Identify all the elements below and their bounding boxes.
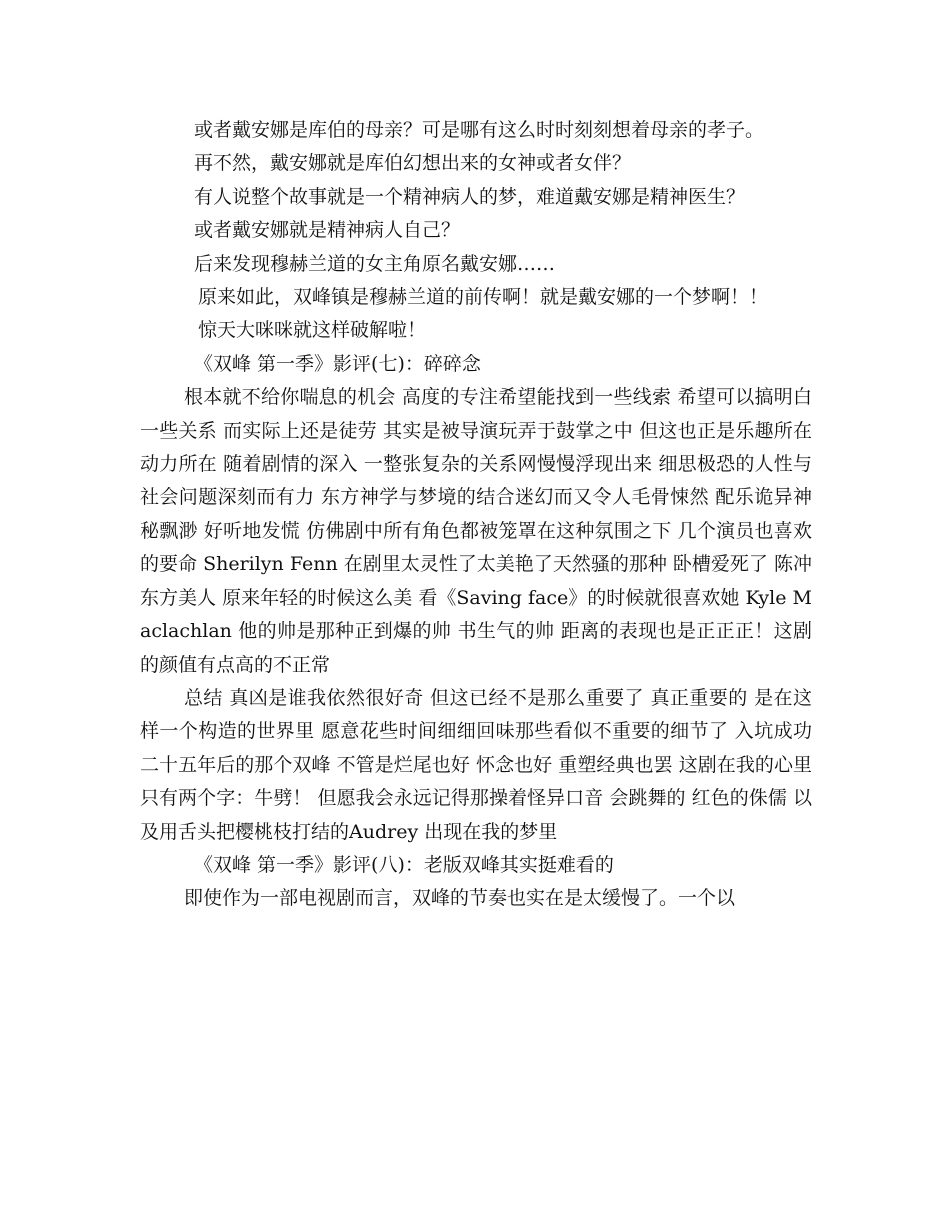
- paragraph: 即使作为一部电视剧而言，双峰的节奏也实在是太缓慢了。一个以: [184, 887, 736, 910]
- paragraph: 根本就不给你喘息的机会 高度的专注希望能找到一些线索 希望可以搞明白一些关系 而实际上还是徒劳 其实是被导演玩弄于鼓掌之中 但这也正是乐趣所在 动力所在 随着剧情的深入 一整张复杂的关系网慢慢浮现出来 细思极恐的人性与社会问题深刻而有力 东方神学与梦境的结合迷幻而又令人毛骨悚然 配乐诡异神秘飘渺 好听地发慌 仿佛剧中所有角色都被笼罩在这种氛围之下 几个演员也喜欢的要命 Sherilyn Fenn 在剧里太灵性了太美艳了天然骚的那种 卧槽爱死了 陈冲 东方美人 原来年轻的时候这么美 看《Saving face》的时候就很喜欢她 Kyle Maclachlan 他的帅是那种正到爆的帅 书生气的帅 距离的表现也是正正正！这剧的颜值有点高的不正常: [140, 386, 812, 676]
- paragraph: 后来发现穆赫兰道的女主角原名戴安娜……: [194, 252, 556, 275]
- document-body: [140, 114, 812, 916]
- paragraph: 总结 真凶是谁我依然很好奇 但这已经不是那么重要了 真正重要的 是在这样一个构造的世界里 愿意花些时间细细回味那些看似不重要的细节了 入坑成功 二十五年后的那个双峰 不管是烂尾也好 怀念也好 重塑经典也罢 这剧在我的心里只有两个字：牛劈！ 但愿我会永远记得那操着怪异口音 会跳舞的 红色的侏儒 以及用舌头把樱桃枝打结的Audrey 出现在我的梦里: [140, 686, 812, 843]
- section-heading: 《双峰 第一季》影评(七)：碎碎念: [194, 352, 481, 375]
- paragraph: 或者戴安娜是库伯的母亲？可是哪有这么时时刻刻想着母亲的孝子。: [194, 119, 765, 141]
- section-heading: 《双峰 第一季》影评(八)：老版双峰其实挺难看的: [194, 853, 614, 876]
- paragraph: 或者戴安娜就是精神病人自己？: [194, 219, 461, 242]
- paragraph: 有人说整个故事就是一个精神病人的梦，难道戴安娜是精神医生？: [194, 185, 746, 208]
- paragraph: 再不然，戴安娜就是库伯幻想出来的女神或者女伴？: [194, 152, 632, 175]
- paragraph: 原来如此，双峰镇是穆赫兰道的前传啊！就是戴安娜的一个梦啊！！: [198, 286, 769, 309]
- paragraph: 惊天大咪咪就这样破解啦！: [198, 319, 427, 342]
